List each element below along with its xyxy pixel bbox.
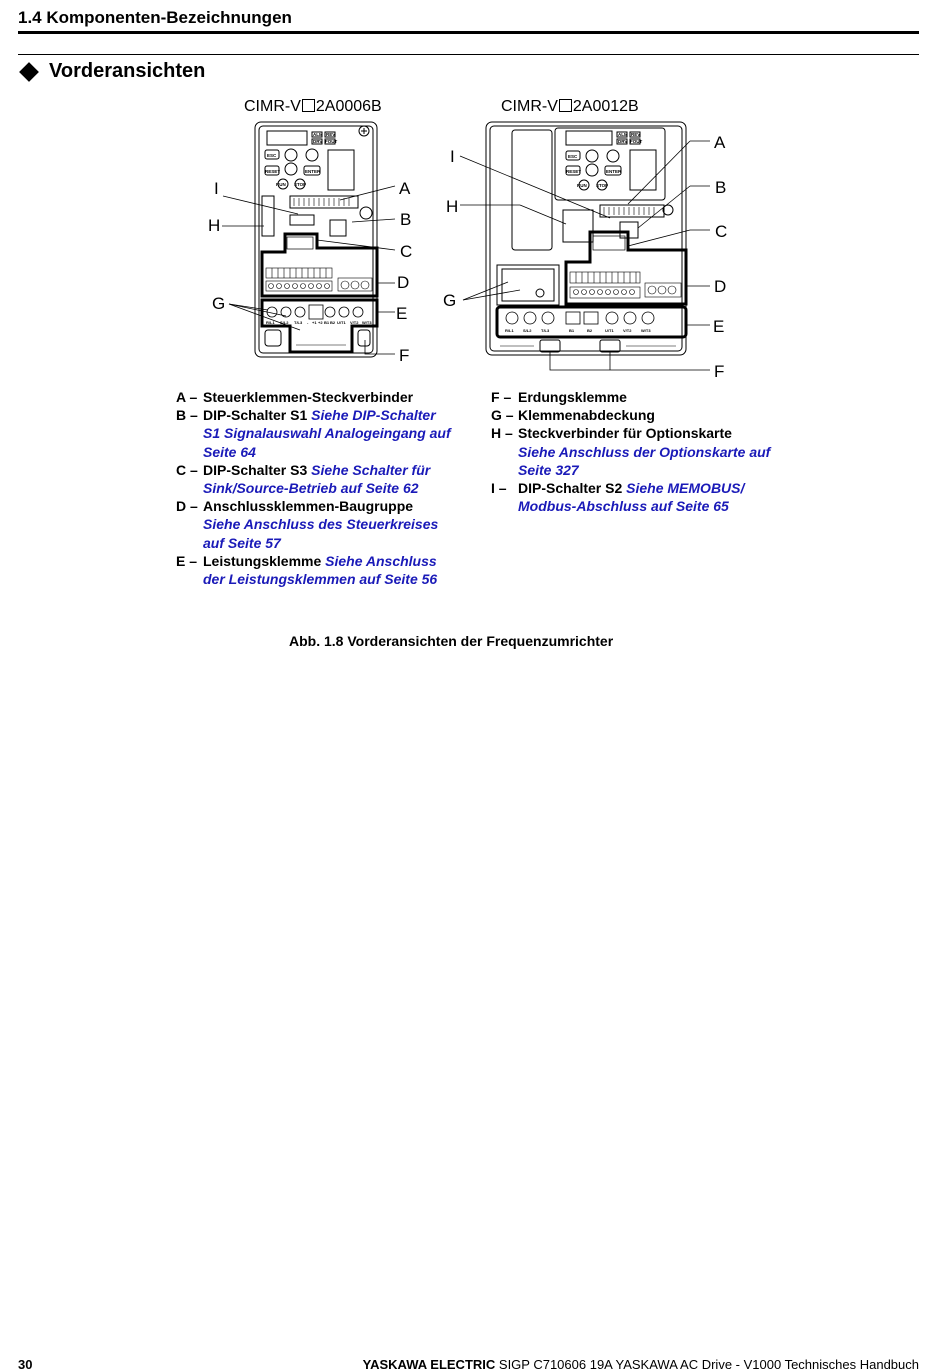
cross-reference-link[interactable]: Siehe Schalter für Sink/Source-Betrieb auf Seite 62 — [203, 461, 431, 497]
legend-key: A – — [176, 389, 198, 405]
callout-right-f: F — [714, 362, 725, 381]
terminal-label-left-sl2: S/L2 — [280, 320, 289, 325]
model-left-prefix: CIMR-V — [244, 98, 301, 115]
callout-left-e: E — [396, 304, 408, 323]
cross-reference-link[interactable]: Siehe Anschluss der Optionskarte auf Seite 327 — [518, 443, 771, 478]
header-rule — [18, 31, 919, 34]
callout-right-d: D — [714, 277, 727, 296]
legend-key: E – — [176, 552, 198, 569]
footer-brand: YASKAWA ELECTRIC — [362, 1357, 496, 1372]
cross-reference-link[interactable]: Siehe MEMOBUS/ Modbus-Abschluss auf Seite 65 — [518, 480, 745, 515]
key-label-enter-right: ENTER — [606, 169, 622, 174]
footer-doc-text: SIGP C710606 19A YASKAWA AC Drive - V1000 Technisches Handbuch — [495, 1357, 919, 1372]
terminal-label-right-b1: B1 — [569, 328, 575, 333]
legend-right — [491, 388, 771, 515]
callout-left-a: A — [399, 179, 411, 198]
key-label-fout-right: FOUT — [630, 139, 643, 144]
callout-left-g: G — [212, 294, 226, 313]
figure-caption: Abb. 1.8 Vorderansichten der Frequenzumrichter — [289, 633, 614, 649]
legend-item-a — [176, 388, 451, 406]
legend-text: DIP-Schalter S2 — [518, 480, 627, 497]
header-rule-thin — [18, 54, 919, 55]
key-label-run-right: RUN — [577, 183, 587, 188]
legend-item-d — [176, 497, 451, 552]
callout-right-e: E — [713, 317, 725, 336]
key-label-alm-left: ALM — [313, 132, 323, 137]
legend-key: I – — [491, 480, 507, 497]
legend-key: F – — [491, 389, 512, 405]
terminal-label-right-sl2: S/L2 — [523, 328, 532, 333]
terminal-label-left-wt3: W/T3 — [362, 320, 372, 325]
callout-left-b: B — [400, 210, 412, 229]
legend-key: C – — [176, 461, 198, 478]
legend-key: H – — [491, 425, 513, 442]
callout-right-h: H — [446, 197, 459, 216]
key-label-drv-right: DRV — [618, 139, 628, 144]
terminal-label-left-ut1: U/T1 — [337, 320, 346, 325]
callout-left-h: H — [208, 216, 221, 235]
key-label-fout-left: FOUT — [325, 139, 338, 144]
callout-right-a: A — [714, 133, 726, 152]
callout-left-i: I — [214, 179, 219, 198]
callout-left-f: F — [399, 346, 410, 365]
key-label-stop-left: STOP — [294, 182, 307, 187]
diamond-bullet-icon — [19, 62, 39, 82]
terminal-label-left-minus: - — [307, 320, 309, 325]
callout-right-b: B — [715, 178, 727, 197]
legend-text: Klemmenabdeckung — [518, 407, 655, 424]
legend-key: G – — [491, 407, 514, 424]
key-label-drv-left: DRV — [313, 139, 323, 144]
terminal-label-left-b2: B2 — [330, 320, 336, 325]
section-heading — [18, 60, 205, 83]
cross-reference-link[interactable]: Siehe Anschluss der Leistungsklemmen auf Seite 56 — [203, 552, 438, 588]
key-label-enter-left: ENTER — [305, 169, 321, 174]
key-label-stop-right: STOP — [596, 183, 609, 188]
callout-left-c: C — [400, 242, 413, 261]
legend-text: Steckverbinder für Optionskarte — [518, 425, 732, 442]
key-label-esc-right: ESC — [568, 154, 578, 159]
drive-front-views-figure — [190, 95, 750, 385]
legend-text: Leistungsklemme — [203, 552, 326, 569]
callout-right-c: C — [715, 222, 728, 241]
legend-item-i — [491, 479, 771, 515]
legend-key: B – — [176, 407, 198, 424]
legend-text: Erdungsklemme — [518, 389, 627, 405]
terminal-label-right-tl3: T/L3 — [541, 328, 550, 333]
heading-title: Vorderansichten — [49, 60, 206, 82]
key-label-alm-right: ALM — [618, 132, 628, 137]
legend-item-f — [491, 388, 771, 406]
callout-right-i: I — [450, 147, 455, 166]
key-label-rev-right: REV — [631, 132, 641, 137]
key-label-reset-right: RESET — [566, 169, 582, 174]
page-number: 30 — [18, 1357, 33, 1372]
key-label-esc-left: ESC — [267, 153, 277, 158]
legend-item-c — [176, 461, 451, 497]
model-right-suffix: 2A0012B — [572, 98, 639, 115]
legend-item-g — [491, 406, 771, 424]
legend-text: Anschlussklemmen-Baugruppe — [203, 498, 414, 515]
callout-lines-left — [222, 186, 395, 354]
key-label-reset-left: RESET — [265, 169, 281, 174]
terminal-label-left-plus2: +2 — [318, 320, 323, 325]
model-right-prefix: CIMR-V — [501, 98, 558, 115]
terminal-label-left-tl3: T/L3 — [294, 320, 303, 325]
legend-item-e — [176, 552, 451, 588]
terminal-label-right-vt2: V/T2 — [623, 328, 632, 333]
legend-text: DIP-Schalter S3 — [203, 461, 312, 478]
terminal-label-right-wt3: W/T3 — [641, 328, 651, 333]
terminal-label-right-b2: B2 — [587, 328, 593, 333]
key-label-rev-left: REV — [326, 132, 336, 137]
terminal-label-right-ut1: U/T1 — [605, 328, 614, 333]
legend-text: DIP-Schalter S1 — [203, 407, 312, 424]
terminal-label-left-b1: B1 — [324, 320, 330, 325]
key-label-run-left: RUN — [276, 182, 286, 187]
terminal-label-left-rl1: R/L1 — [266, 320, 275, 325]
callout-right-g: G — [443, 291, 457, 310]
terminal-label-left-plus1: +1 — [312, 320, 317, 325]
legend-key: D – — [176, 498, 198, 515]
terminal-label-left-vt2: V/T2 — [350, 320, 359, 325]
model-left-suffix: 2A0006B — [315, 98, 382, 115]
legend-item-h — [491, 424, 771, 479]
legend-text: Steuerklemmen-Steckverbinder — [203, 389, 414, 405]
terminal-label-right-rl1: R/L1 — [505, 328, 514, 333]
legend-item-b — [176, 406, 451, 461]
callout-left-d: D — [397, 273, 410, 292]
cross-reference-link[interactable]: Siehe DIP-Schalter S1 Signalauswahl Analogeingang auf Seite 64 — [203, 407, 451, 460]
section-title: 1.4 Komponenten-Bezeichnungen — [18, 8, 292, 27]
cross-reference-link[interactable]: Siehe Anschluss des Steuerkreises auf Seite 57 — [203, 516, 439, 551]
footer-doc-info — [363, 1357, 919, 1372]
legend-left — [176, 388, 451, 588]
